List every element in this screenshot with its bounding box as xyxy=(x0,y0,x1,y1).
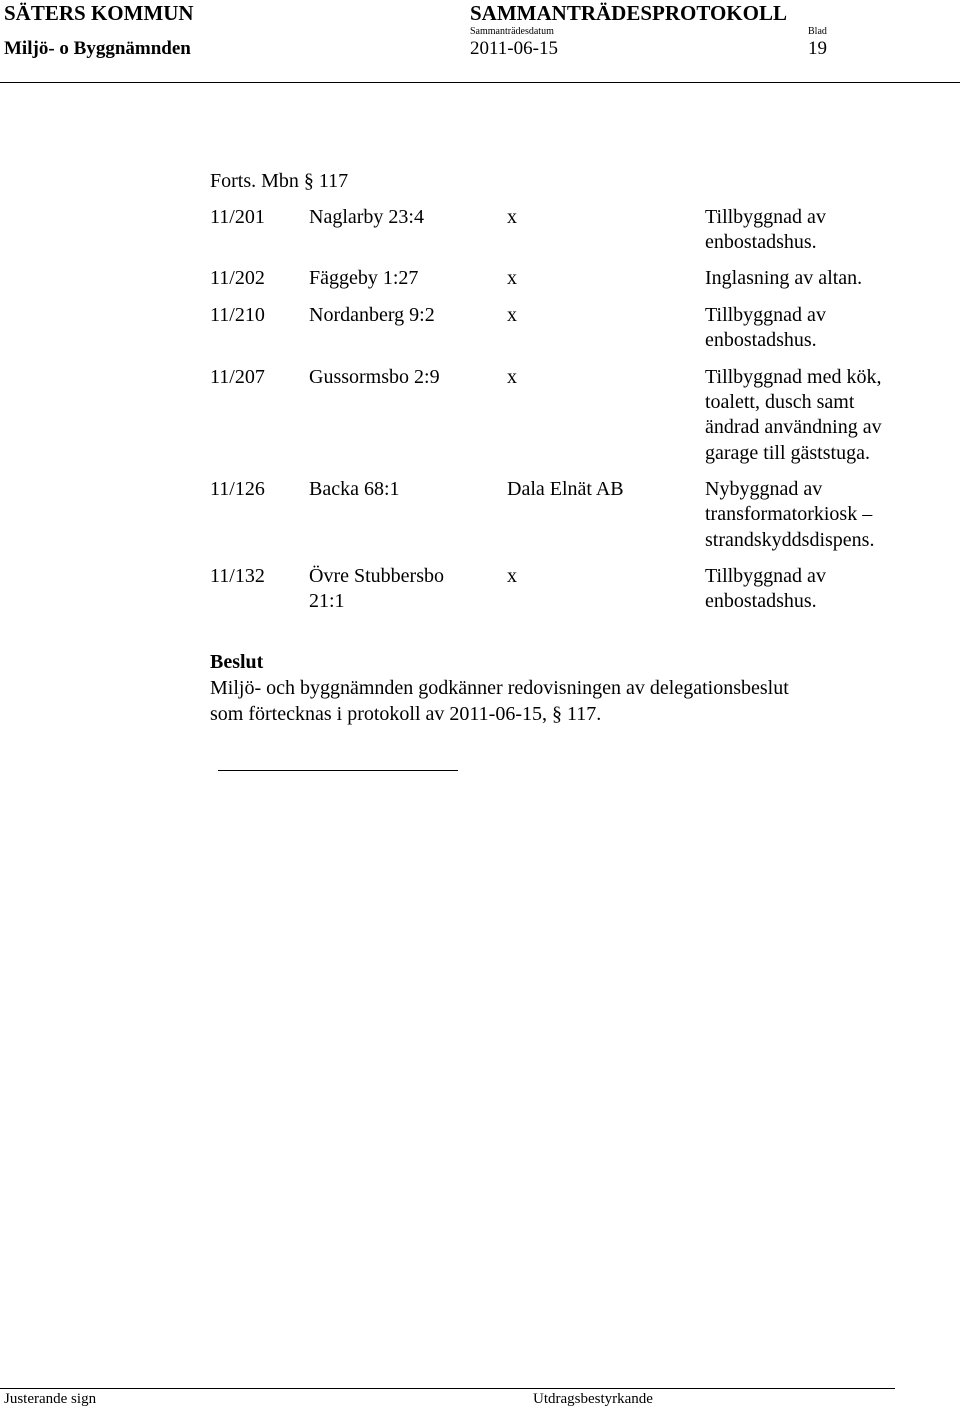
end-of-section-line xyxy=(218,770,458,771)
case-description: Nybyggnad av xyxy=(705,478,823,500)
case-number: 11/207 xyxy=(210,366,265,388)
case-description: strandskyddsdispens. xyxy=(705,529,875,551)
property-designation: Backa 68:1 xyxy=(309,478,400,500)
case-description: ändrad användning av xyxy=(705,416,882,438)
meeting-date-label: Sammanträdesdatum xyxy=(470,26,554,37)
case-description: enbostadshus. xyxy=(705,329,817,351)
case-description: Tillbyggnad av xyxy=(705,206,826,228)
applicant: x xyxy=(507,304,517,326)
case-description: enbostadshus. xyxy=(705,590,817,612)
applicant: x xyxy=(507,366,517,388)
meeting-date: 2011-06-15 xyxy=(470,38,558,59)
extract-certification-label: Utdragsbestyrkande xyxy=(533,1391,653,1407)
page-number: 19 xyxy=(808,38,827,59)
case-description: transformatorkiosk – xyxy=(705,503,873,525)
applicant: x xyxy=(507,267,517,289)
case-number: 11/210 xyxy=(210,304,265,326)
case-number: 11/132 xyxy=(210,565,265,587)
case-description: garage till gäststuga. xyxy=(705,442,870,464)
footer-divider xyxy=(0,1388,895,1389)
case-number: 11/202 xyxy=(210,267,265,289)
page-number-label: Blad xyxy=(808,26,827,37)
applicant: x xyxy=(507,206,517,228)
committee-name: Miljö- o Byggnämnden xyxy=(4,38,191,59)
case-description: Inglasning av altan. xyxy=(705,267,863,289)
property-designation: 21:1 xyxy=(309,590,345,612)
case-number: 11/126 xyxy=(210,478,265,500)
decision-text: Miljö- och byggnämnden godkänner redovisningen av delegationsbeslut xyxy=(210,677,789,699)
header-divider xyxy=(0,82,960,83)
decision-heading: Beslut xyxy=(210,651,264,673)
case-description: Tillbyggnad av xyxy=(705,565,826,587)
property-designation: Naglarby 23:4 xyxy=(309,206,424,228)
case-description: Tillbyggnad med kök, xyxy=(705,366,882,388)
case-description: toalett, dusch samt xyxy=(705,391,855,413)
adjusting-signature-label: Justerande sign xyxy=(4,1391,97,1407)
property-designation: Övre Stubbersbo xyxy=(309,565,444,587)
document-type: SAMMANTRÄDESPROTOKOLL xyxy=(470,1,787,25)
property-designation: Nordanberg 9:2 xyxy=(309,304,435,326)
case-number: 11/201 xyxy=(210,206,265,228)
applicant: Dala Elnät AB xyxy=(507,478,624,500)
continuation-heading: Forts. Mbn § 117 xyxy=(210,170,349,192)
case-description: Tillbyggnad av xyxy=(705,304,826,326)
property-designation: Fäggeby 1:27 xyxy=(309,267,419,289)
case-description: enbostadshus. xyxy=(705,231,817,253)
applicant: x xyxy=(507,565,517,587)
property-designation: Gussormsbo 2:9 xyxy=(309,366,440,388)
municipality-name: SÄTERS KOMMUN xyxy=(4,1,194,25)
decision-text: som förtecknas i protokoll av 2011-06-15, § 117. xyxy=(210,703,602,725)
